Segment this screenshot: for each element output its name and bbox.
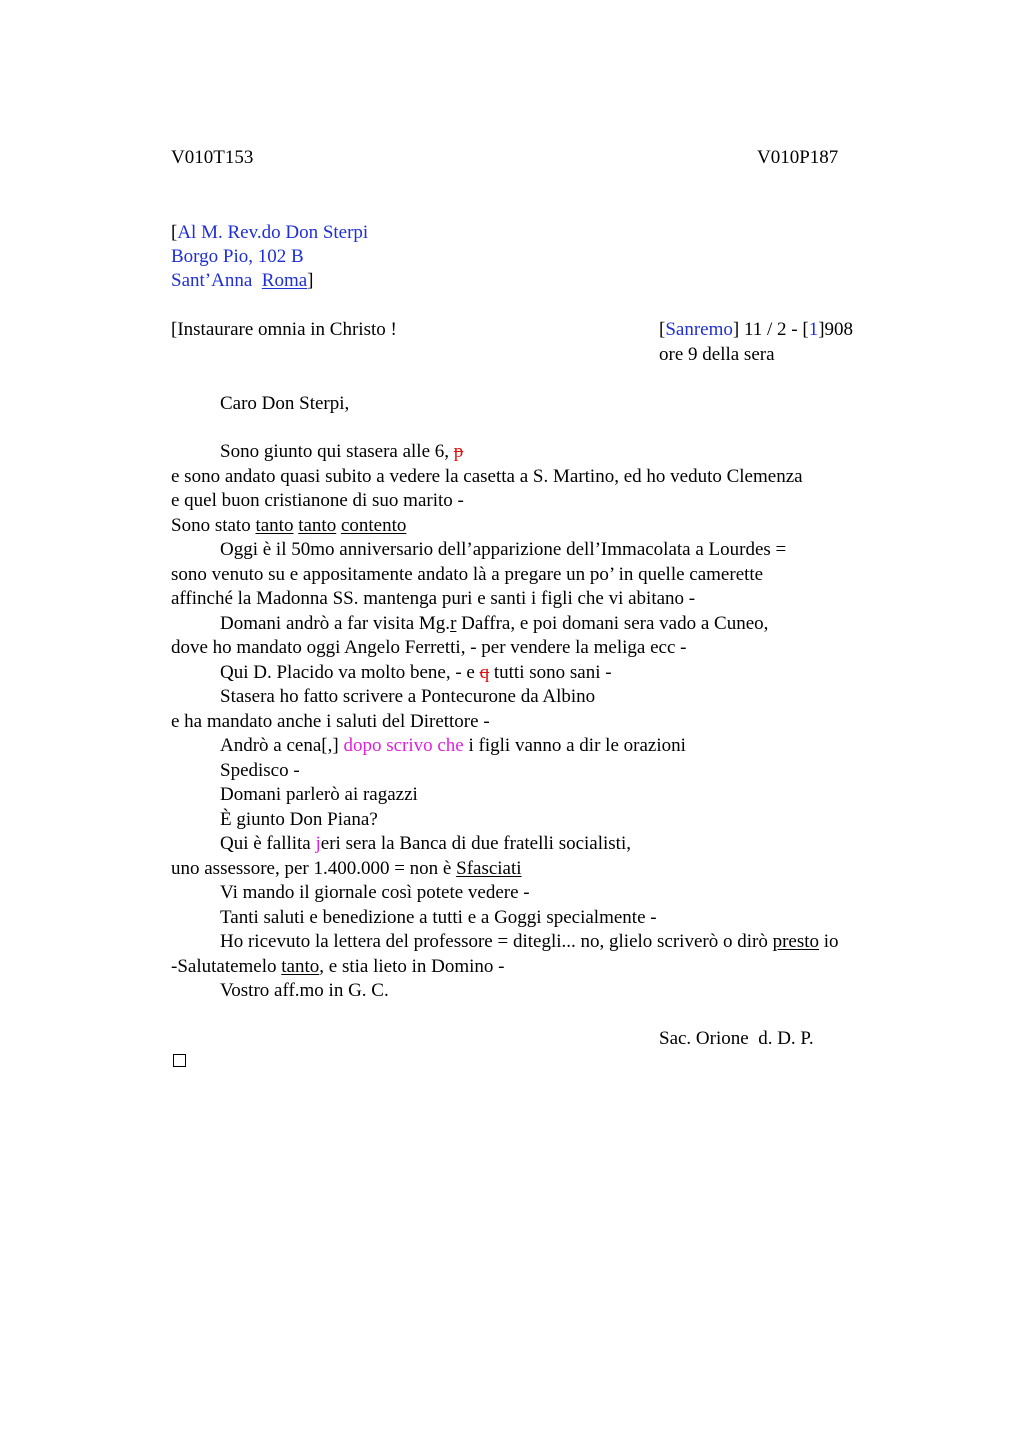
deleted-text: p [453,441,464,462]
dateline-place: Sanremo [665,319,733,340]
body-line: Sono giunto qui stasera alle 6, p [220,441,464,462]
body-line: uno assessore, per 1.400.000 = non è Sfasciati [171,857,522,879]
body-line: Spedisco - [220,759,300,781]
body-line: Ho ricevuto la lettera del professore = ditegli... no, glielo scriverò o dirò presto io [220,931,839,952]
left-document-code: V010T153 [171,147,254,168]
body-line: Domani andrò a far visita Mg.r Daffra, e poi domani sera vado a Cuneo, [220,612,769,634]
body-line: e sono andato quasi subito a vedere la casetta a S. Martino, ed ho veduto Clemenza [171,465,803,487]
body-line: sono venuto su e appositamente andato là a pregare un po’ in quelle camerette [171,563,764,585]
body-line: -Salutatemelo tanto, e stia lieto in Domino - [171,955,505,977]
body-line: dove ho mandato oggi Angelo Ferretti, - per vendere la meliga ecc - [171,637,687,658]
body-line: e ha mandato anche i saluti del Direttore - [171,710,490,732]
body-line: Stasera ho fatto scrivere a Pontecurone da Albino [220,686,596,707]
inserted-text: dopo scrivo che [343,735,464,756]
signature: Sac. Orione d. D. P. [659,1028,814,1049]
dateline: [Sanremo] 11 / 2 - [1]908 [659,319,854,340]
body-line: Qui è fallita jeri sera la Banca di due fratelli socialisti, [220,833,631,854]
body-line: Domani parlerò ai ragazzi [220,784,418,805]
body-line: Sono stato tanto tanto contento [171,514,407,536]
body-line: e quel buon cristianone di suo marito - [171,490,464,511]
body-line: Oggi è il 50mo anniversario dell’apparizione dell’Immacolata a Lourdes = [220,539,787,560]
body-line: Tanti saluti e benedizione a tutti e a Goggi specialmente - [220,906,657,928]
right-document-code: V010P187 [757,147,839,168]
dateline-time: ore 9 della sera [659,344,775,365]
deleted-text: q [479,661,490,683]
inserted-text: j [315,833,321,854]
body-line: Vostro aff.mo in G. C. [220,980,389,1001]
body-line: Vi mando il giornale così potete vedere - [220,882,530,903]
salutation: Caro Don Sterpi, [220,393,350,414]
address-line-2: Borgo Pio, 102 B [171,246,304,267]
address-line-1: [Al M. Rev.do Don Sterpi [171,222,369,243]
address-city: Roma [261,270,308,291]
body-line: Andrò a cena[,] dopo scrivo che i figli vanno a dir le orazioni [220,735,686,756]
empty-checkbox-icon [173,1054,186,1067]
body-line: È giunto Don Piana? [220,808,378,830]
letter-body [171,440,931,1004]
address-line-3: Sant’Anna Roma] [171,270,314,291]
motto: [Instaurare omnia in Christo ! [171,319,397,340]
body-line: Qui D. Placido va molto bene, - e q tutti sono sani - [220,661,612,683]
body-line: affinché la Madonna SS. mantenga puri e santi i figli che vi abitano - [171,588,696,609]
